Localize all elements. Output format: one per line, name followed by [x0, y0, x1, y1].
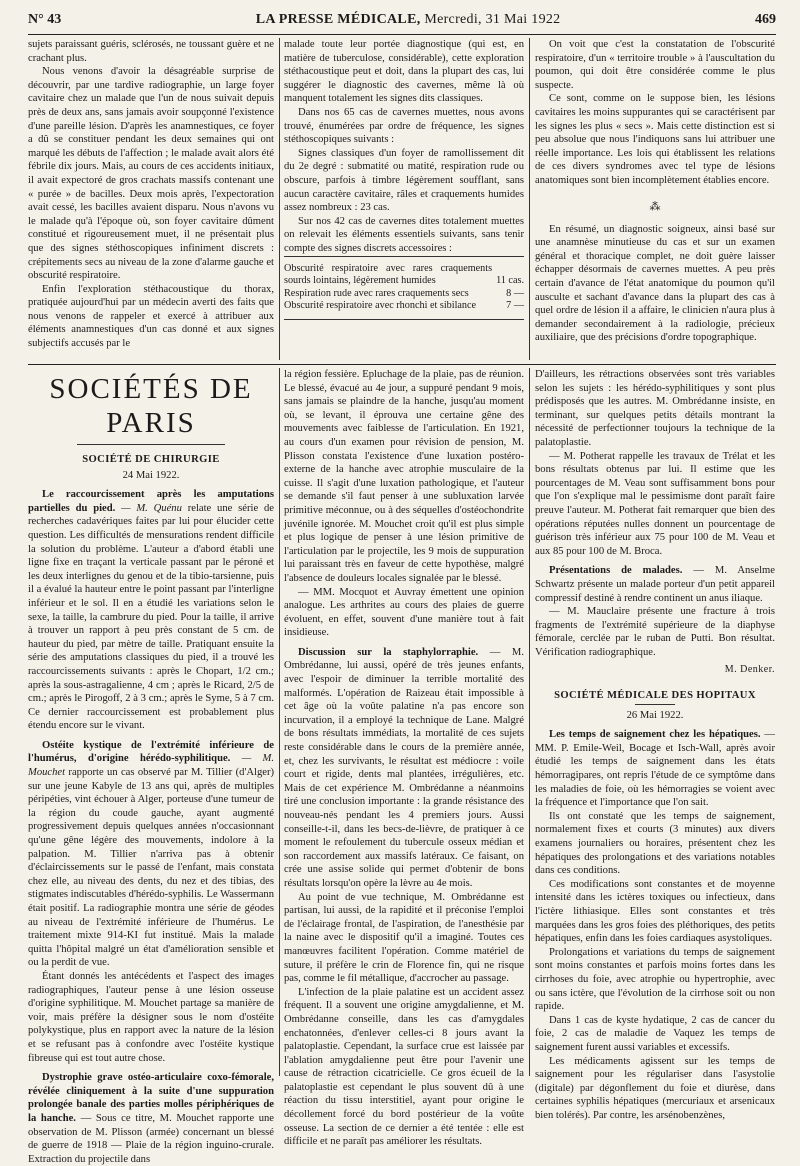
- issue-number: N° 43: [28, 12, 62, 27]
- paragraph: sujets paraissant guéris, sclérosés, ne toussant guère et ne crachant plus.: [28, 39, 274, 64]
- communication-title: Dystrophie grave ostéo-articulaire coxo-fémorale, révélée cliniquement à la suite d'une suppuration prolongée banale des parties molles périphériques de la hanche.: [28, 1072, 274, 1124]
- section-divider: [28, 364, 776, 365]
- paragraph: Dans 1 cas de kyste hydatique, 2 cas de cancer du foie, 2 cas de maladie de Vaquez les temps de saignement furent aussi variables et excessifs.: [535, 1014, 775, 1053]
- section-stars: ⁂: [649, 200, 661, 213]
- paragraph: Dans nos 65 cas de cavernes muettes, nous avons trouvé, énumérées par ordre de fréquence, les signes stéthoscopiques suivants :: [284, 106, 524, 146]
- top-column-2: [284, 38, 524, 320]
- communication-title: Ostéite kystique de l'extrémité inférieure de l'humérus, d'origine hérédo-syphilitique.: [28, 739, 274, 765]
- paragraph: malade toute leur portée diagnostique (qui est, en matière de tuberculose, considérable), cette exploration stéthacoustique peut et doit, dans la plupart des cas, lui suggérer le diagnostic des cavernes, même là où manquent totalement les signes dits classiques.: [284, 39, 524, 105]
- table-cell-label: Obscurité respiratoire avec rares craquements sourds lointains, légèrement humides: [284, 262, 493, 287]
- column-divider: [529, 38, 530, 360]
- paragraph: Les médicaments agissent sur les temps de saignement pour les régulariser dans l'asystolie (digitale) par dégonflement du foie et diurèse, dans certaines syphilis hépatiques (mercuriaux et arsenicaux bien tolérés). Par contre, les arsénobenzènes,: [535, 1055, 775, 1121]
- table-row: [284, 263, 524, 288]
- communication: [284, 646, 524, 891]
- paragraph: D'ailleurs, les rétractions observées sont très variables selon les sujets : les hérédo-syphilitiques y sont plus prédisposés que les autres. M. Ombrédanne insiste, en terminant, sur quelques petits détails montrant la nécessité de perfectionner toujours la technique de la palatoplastie.: [535, 369, 775, 448]
- communication: [535, 564, 775, 605]
- table-cell-label: Obscurité respiratoire avec rhonchi et sibilance: [284, 300, 477, 312]
- section-title: SOCIÉTÉS DE PARIS: [49, 373, 253, 439]
- communication-title: Discussion sur la staphylorraphie.: [298, 646, 479, 658]
- paragraph: Ces modifications sont constantes et de moyenne intensité dans les ictères toxiques ou infectieux, dans l'ictère lithiasique. Elles sont constantes et très marquées dans les gros foies des pléthoriques, des petits hépatiques, enfin dans les foies cardiaques asystoliques.: [535, 878, 775, 945]
- journal-name: LA PRESSE MÉDICALE,: [255, 12, 421, 27]
- table-row: [284, 288, 524, 301]
- column-divider: [279, 368, 280, 1076]
- signature: M. Denker.: [724, 664, 775, 676]
- communication-title: Présentations de malades.: [549, 565, 683, 577]
- column-divider: [529, 368, 530, 1076]
- table-row: [284, 300, 524, 313]
- communication-body: — Sous ce titre, M. Mouchet rapporte une observation de M. Plisson (armée) concernant un blessé de guerre de 1918 — Plaie de la région inguino-crurale. Extraction du projectile dans: [28, 1112, 274, 1165]
- publication-date: Mercredi, 31 Mai 1922: [424, 12, 561, 27]
- communication-title: Le raccourcissement après les amputations partielles du pied.: [28, 489, 274, 514]
- table-cell-label: Respiration rude avec rares craquements secs: [284, 287, 469, 299]
- paragraph: L'infection de la plaie palatine est un accident assez fréquent. Il a souvent une origine amygdalienne, et M. Ombrédanne conseille, dans les cas d'amygdales enchatonnées, d'enlever celles-ci 8 jours avant la palatoplastie. Cependant, la surface crue est laissée par l'ablation amygdalienne peut être pour l'avenir une cause de rétraction cicatricielle. Ce gros écueil de la palatoplastie est cependant le plus souvent dû à une réaction du tissu interstitiel, ayant pour origine le décollement forcé du bord postérieur de la voûte osseuse. La section de ce dernier a été tentée : elle est difficile et ne paraît pas améliorer les résultats.: [284, 986, 524, 1148]
- paragraph: — M. Potherat rappelle les travaux de Trélat et les bons résultats obtenus par lui. Il estime que les pourcentages de M. Veau sont suffisamment bons pour que l'on s'explique mal le pessimisme dont paraît faire preuve l'auteur. M. Potherat fait remarquer que bien des opérations réputées nulles donnent un pourcentage de guérison très inférieur aux 75 pour 100 de M. Veau et aux 85 pour 100 de M. Broca.: [535, 450, 775, 557]
- paragraph: En résumé, un diagnostic soigneux, ainsi basé sur une anamnèse minutieuse du cas et sur un examen général et thoracique complet, ne doit guère laisser échapper désormais de cavernes muettes. A peu près certain d'avance de l'état anatomique du poumon qu'il ausculte et sachant d'avance dans la plupart des cas à quel ordre de lésion il a affaire, le clinicien n'aura plus à demander secondairement à la radiologie, précieux auxiliaire, que des précisions d'ordre topographique.: [535, 223, 775, 344]
- society-title: SOCIÉTÉ MÉDICALE DES HOPITAUX: [554, 690, 756, 702]
- paragraph: Enfin l'exploration stéthacoustique du thorax, pratiquée aujourd'hui par un médecin averti des faits que nous venons de rappeler et exercé à attribuer aux éléments anamnestiques d'un cas donné et aux signes subjectifs accusés par le: [28, 283, 274, 350]
- page-header: [28, 12, 776, 35]
- communication-title: Les temps de saignement chez les hépatiques.: [549, 729, 761, 741]
- paragraph: Prolongations et variations du temps de saignement sont moins constantes et parfois moins fortes dans les cirrhoses du foie, avec atrophie ou hypertrophie, avec ou sans ictère, que l'évolution de la cirrhose soit ou non rapide.: [535, 946, 775, 1013]
- session-date: 26 Mai 1922.: [626, 709, 684, 721]
- societes-column-3: [535, 368, 776, 1121]
- title-rule: [77, 444, 225, 445]
- paragraph: — M. Mauclaire présente une fracture à trois fragments de l'extrémité supérieure de la diaphyse fémorale, cerclée par le ruban de Putti. Bon résultat. Vérification radiographique.: [535, 606, 775, 658]
- table-cell-count: 11 cas.: [496, 275, 524, 287]
- societes-column-2: [284, 368, 524, 1148]
- communication-body: — MM. P. Emile-Weil, Bocage et Isch-Wall, après avoir étudié les temps de saignement dans les états hémorragipares, ont repris l'étude de ce symptôme dans les maladies de foie, où les hémorragies se voient avec la fréquence et l'importance que l'on sait.: [535, 729, 776, 809]
- paragraph: la région fessière. Epluchage de la plaie, pas de réunion. Le blessé, évacué au 4e jour, a suppuré pendant 9 mois, sans jamais se plaindre de la hanche, jusqu'au moment où, se levant, il éprouva une certaine gêne des mouvements avec faiblesse de l'articulation. En 1921, au cours d'un examen pour révision de pension, M. Plisson constata l'existence d'une luxation postéro-externe de la hanche avec atrophie musculaire de la cuisse. Il s'agit d'une luxation pathologique, et l'auteur se demande s'il faut penser à une subluxation larvée primitive méconnue, ou à des séquelles d'ostéochondrite juvénile ignorée. M. Mouchet croit qu'il est plus simple et plus logique de penser à une lésion primitive de l'articulation par le projectile, les 9 mois de suppuration lui paraissant très en faveur de cette hypothèse, malgré l'absence de douleurs locales signalée par le blessé.: [284, 369, 524, 584]
- communication: [535, 728, 775, 810]
- communication-body: relate une série de recherches cadavériques faites par lui pour élucider cette question. Les difficultés de mensurations rendent difficile la solution du problème. L'auteur a d'abord établi une ligne fixe en traçant la verticale passant par le péroné et les deux interlignes du genou et de la tibio-tarsienne, puis il a évalué la hauteur entre le point passant par l'interligne inférieur et le sol. Il en a étudié les variations selon le sexe, la taille, la cambrure du pied. Pour la taille, il arrive à trouver un rapport à peu près constant de 5 cm. de hauteur du pied, par mètre de taille. Pratiquant ensuite la série des amputations classiques du pied, il a trouvé les raccourcissements suivants : après le Chopart, 1/2 cm.; après la sous-astragalienne, 4 cm ; après le Ricard, 2/5 de cm.; après le Pirogoff, 2 à 3 cm.; après le Syme, 5 à 7 cm. Ce dernier raccourcissement est probablement plus étendu encore sur le vivant.: [28, 502, 274, 732]
- communication: [28, 739, 274, 970]
- society-title: SOCIÉTÉ DE CHIRURGIE: [82, 454, 220, 465]
- communication-body: — M. Ombrédanne, lui aussi, opéré de très jeunes enfants, avec l'espoir de diminuer la terrible mortalité des malformés. L'opération de Raizeau était impossible à cet âge où la voûte palatine n'a pas encore son incurvation, il a employé la technique de Lane. Malgré de bons résultats immédiats, la mortalité de ces sujets reste considérable dans le cours de la première année, et, chez les survivants, le résultat est médiocre : voile court et rigide, dents mal plantées, irrégulières, etc. Mais de cet expérience M. Ombrédanne a néanmoins tiré une conclusion importante : la grande résistance des nouveau-nés pendant les 4 premiers jours. Aussi conseille-t-il, dans les becs-de-lièvre, de pratiquer à ce moment le refoulement du tubercule osseux médian et son raccordement aux massifs latéraux. Ce faisant, on crée une assise solide qui permet d'obtenir de bons résultats lorsqu'on opère la lèvre au 4e mois.: [284, 646, 524, 889]
- table-cell-count: 8 —: [506, 287, 524, 299]
- session-date: 24 Mai 1922.: [122, 469, 180, 481]
- paragraph: — MM. Mocquot et Auvray émettent une opinion analogue. Les arthrites au cours des plaies de guerre évoluent, en effet, souvent d'une manière tout à fait insidieuse.: [284, 586, 524, 639]
- communication-author: — M. Quénu: [121, 502, 182, 514]
- top-column-3: [535, 38, 775, 345]
- paragraph: Sur nos 42 cas de cavernes dites totalement muettes on relevait les éléments essentiels suivants, sans tenir compte des signes discrets accessoires :: [284, 215, 524, 254]
- column-divider: [279, 38, 280, 360]
- journal-title: [256, 12, 561, 28]
- communication-author: — M. Mouchet: [28, 753, 274, 779]
- page-number: 469: [754, 12, 776, 27]
- cases-table: [284, 256, 524, 320]
- paragraph: Étant donnés les antécédents et l'aspect des images radiographiques, l'auteur pense à une lésion osseuse d'origine syphilitique. M. Mouchet partage sa manière de voir, mais préfère la désigner sous le nom d'ostéite polykystique, plus en rapport avec la nature de la lésion et se refusant pas à confondre avec l'ostéite kystique fibreuse qui est tout autre chose.: [28, 970, 274, 1064]
- paragraph: Au point de vue technique, M. Ombrédanne est partisan, lui aussi, de la rapidité et il préconise l'emploi de l'éclairage frontal, de l'aspiration, de l'anesthésie par la naine avec le dispositif qu'il a imaginé. Toutes ces manœuvres facilitent l'opération. Comme matériel de suture, il préfère le crin de Florence fin, qui ne risque pas, comme le fil métallique, d'accrocher au passage.: [284, 891, 524, 985]
- table-cell-count: 7 —: [506, 300, 524, 312]
- paragraph: On voit que c'est la constatation de l'obscurité respiratoire, d'un « territoire trouble » à l'auscultation du poumon, qui doit être considérée comme le plus suspecte.: [535, 39, 775, 91]
- societes-column-1: [28, 368, 274, 1165]
- paragraph: Ce sont, comme on le suppose bien, les lésions cavitaires les moins suppurantes qui se caractérisent par les signes les plus « secs ». Mais cette distinction est si peu absolue que nous l'indiquons sans lui attribuer une réelle importance. Les lois qui établissent les relations de ces divers syndromes avec tel type de lésions anatomiques sont bien incomplètement établies encore.: [535, 93, 775, 186]
- paragraph: Nous venons d'avoir la désagréable surprise de découvrir, par une tardive radiographie, un large foyer cavitaire chez un malade que l'un de nous suivait depuis près de deux ans, sans jamais avoir soupçonné l'existence d'une pareille lésion. D'après les anamnestiques, ce foyer a dû se constituer pendant les deux semaines qui ont marqué les débuts de l'affection ; le malade avait alors été fébrile dix jours. Mais, au cours de ces accidents initiaux, il avait expectoré de gros crachats massifs contenant une « purée » de bacilles. Deux mois après, l'expectoration avait cessé, les bacilles avaient disparu. Nous n'avons vu le malade qu'à l'époque où, son foyer cavitaire dûment constitué et rigoureusement muet, il ne présentait plus que des signes stéthoscopiques infiniment discrets : crépitements secs au niveau de la zone d'alarme gauche et obscurité respiratoire.: [28, 66, 274, 282]
- paragraph: Ils ont constaté que les temps de saignement, normalement fixes et courts (3 minutes) aux divers examens journaliers ou horaires, présentent chez les hépatiques des prolongations et des variations notables dans ces conditions.: [535, 810, 775, 877]
- title-rule: [635, 704, 675, 705]
- communication: [28, 1071, 274, 1166]
- top-column-1: [28, 38, 274, 351]
- communication-body: — M. Anselme Schwartz présente un malade porteur d'un petit appareil compressif destiné à rendre continent un anus iliaque.: [535, 565, 775, 604]
- communication: [28, 488, 274, 733]
- paragraph: Signes classiques d'un foyer de ramollissement dit du 2e degré : submatité ou matité, respiration rude ou obscure, parfois à timbre légèrement soufflant, sans aucun caractère cavitaire, râles et craquements humides assez nombreux : 23 cas.: [284, 147, 524, 214]
- communication-body: rapporte un cas observé par M. Tillier (d'Alger) sur une jeune Kabyle de 13 ans qui, après de multiples péripéties, vint échouer à Alger, porteuse d'une tumeur de la région du coude gauche, ayant augmenté progressivement depuis quelques années n'occasionnant qu'une gêne légère des mouvements, indolore à la palpation. M. Tillier n'arriva pas à obtenir d'éclaircissements sur le passé de l'enfant, mais constata chez elle, au niveau des dents, du nez et des tibias, des stigmates indiscutables d'hérédo-syphilis. Le Wassermann était positif. La radiographie montra une série de géodes au niveau de l'extrémité inférieure de l'humérus. Le traitement mixte 914-KI fut institué. Mais la malade quitta l'hôpital malgré un état d'amélioration sensible et ou la perdit de vue.: [28, 767, 274, 969]
